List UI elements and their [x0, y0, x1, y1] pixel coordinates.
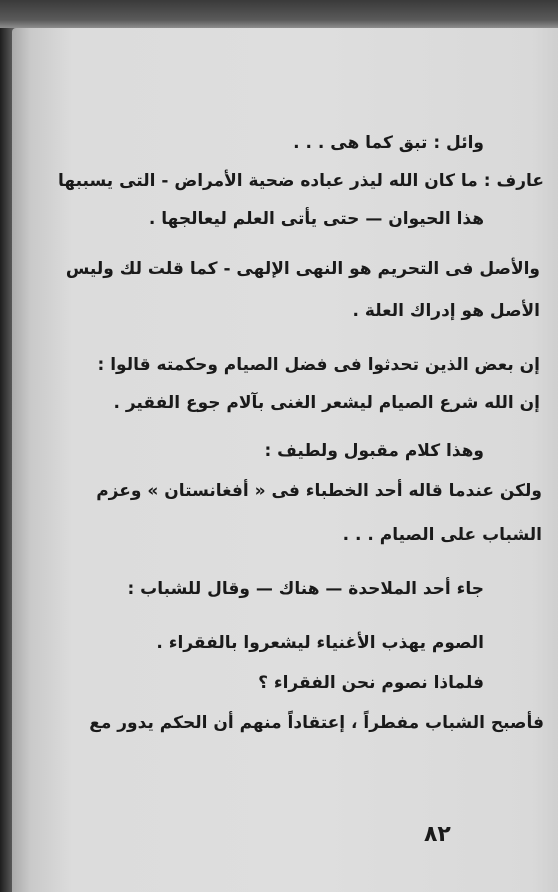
- book-page: [12, 28, 558, 892]
- text-line: الصوم يهذب الأغنياء ليشعروا بالفقراء .: [156, 633, 484, 653]
- text-line: فأصبح الشباب مفطراً ، إعتقاداً منهم أن الحكم يدور مع: [89, 713, 544, 733]
- text-line: الأصل هو إدراك العلة .: [352, 301, 540, 321]
- text-line: إن الله شرع الصيام ليشعر الغنى بآلام جوع الفقير .: [113, 393, 540, 413]
- page-number: ٨٢: [424, 822, 451, 847]
- text-line: وائل : تبق كما هى . . .: [293, 133, 484, 153]
- text-line: ولكن عندما قاله أحد الخطباء فى « أفغانستان » وعزم: [96, 481, 542, 501]
- text-line: هذا الحيوان — حتى يأتى العلم ليعالجها .: [148, 209, 484, 229]
- text-line: فلماذا نصوم نحن الفقراء ؟: [258, 673, 484, 693]
- text-line: والأصل فى التحريم هو النهى الإلهى - كما قلت لك وليس: [65, 259, 540, 279]
- text-line: وهذا كلام مقبول ولطيف :: [264, 441, 484, 461]
- text-line: الشباب على الصيام . . .: [342, 525, 542, 545]
- text-line: إن بعض الذين تحدثوا فى فضل الصيام وحكمته قالوا :: [97, 355, 540, 375]
- text-line: عارف : ما كان الله ليذر عباده ضحية الأمراض - التى يسببها: [58, 171, 544, 191]
- text-line: جاء أحد الملاحدة — هناك — وقال للشباب :: [127, 579, 484, 599]
